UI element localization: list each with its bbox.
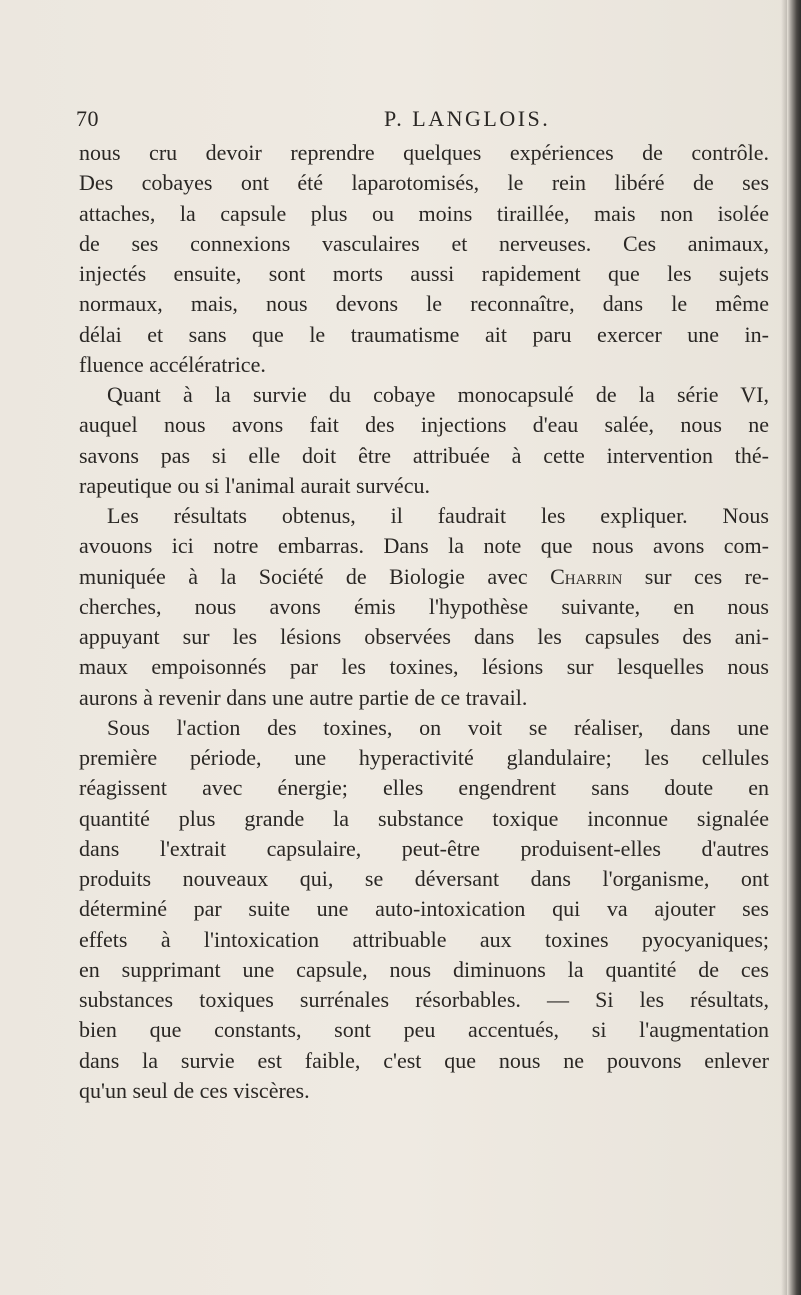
- text-line: savons pas si elle doit être attribuée à cette intervention thé-: [79, 442, 769, 468]
- text-line: déterminé par suite une auto-intoxication qui va ajouter ses: [79, 896, 769, 922]
- text-line: avouons ici notre embarras. Dans la note que nous avons com-: [79, 533, 769, 559]
- text-line: injectés ensuite, sont morts aussi rapidement que les sujets: [79, 261, 769, 286]
- text-line: appuyant sur les lésions observées dans les capsules des ani-: [79, 624, 769, 649]
- text-line: Des cobayes ont été laparotomisés, le rein libéré de ses: [79, 170, 769, 196]
- text-line: nous cru devoir reprendre quelques expériences de contrôle.: [79, 140, 769, 165]
- text-line: en supprimant une capsule, nous diminuons la quantité de ces: [79, 956, 769, 982]
- text-line: cherches, nous avons émis l'hypothèse suivante, en nous: [79, 593, 769, 619]
- body-text: [79, 138, 769, 1106]
- text-line: Les résultats obtenus, il faudrait les expliquer. Nous: [107, 503, 769, 528]
- page-header: [76, 106, 766, 136]
- book-spine-edge: [787, 0, 801, 1295]
- text-line: dans la survie est faible, c'est que nous ne pouvons enlever: [79, 1047, 769, 1073]
- text-line: Quant à la survie du cobaye monocapsulé de la série VI,: [107, 382, 769, 407]
- running-head: P. LANGLOIS.: [384, 106, 551, 131]
- text-line: dans l'extrait capsulaire, peut-être produisent-elles d'autres: [79, 835, 769, 861]
- text-line: attaches, la capsule plus ou moins tiraillée, mais non isolée: [79, 200, 769, 226]
- text-line: de ses connexions vasculaires et nerveuses. Ces animaux,: [79, 230, 769, 256]
- text-line: produits nouveaux qui, se déversant dans l'organisme, ont: [79, 866, 769, 891]
- text-line: bien que constants, sont peu accentués, si l'augmentation: [79, 1017, 769, 1043]
- text-line: maux empoisonnés par les toxines, lésions sur lesquelles nous: [79, 654, 769, 680]
- text-line: normaux, mais, nous devons le reconnaître, dans le même: [79, 291, 769, 317]
- text-line: première période, une hyperactivité glandulaire; les cellules: [79, 745, 769, 770]
- text-line: quantité plus grande la substance toxique inconnue signalée: [79, 805, 769, 831]
- text-line: substances toxiques surrénales résorbables. — Si les résultats,: [79, 987, 769, 1012]
- text-fragment: muniquée à la Société de Biologie avec: [79, 563, 528, 589]
- text-line: fluence accélératrice.: [79, 351, 266, 377]
- text-line: Sous l'action des toxines, on voit se réaliser, dans une: [107, 714, 769, 740]
- text-fragment: sur ces re-: [622, 563, 769, 589]
- author-name: Charrin: [550, 563, 623, 589]
- text-line: effets à l'intoxication attribuable aux toxines pyocyaniques;: [79, 926, 769, 952]
- text-line: réagissent avec énergie; elles engendrent sans doute en: [79, 775, 769, 801]
- text-line: rapeutique ou si l'animal aurait survécu.: [79, 472, 430, 498]
- text-line: auquel nous avons fait des injections d'eau salée, nous ne: [79, 412, 769, 438]
- text-line: aurons à revenir dans une autre partie de ce travail.: [79, 684, 528, 710]
- text-line: délai et sans que le traumatisme ait paru exercer une in-: [79, 321, 769, 347]
- text-line: qu'un seul de ces viscères.: [79, 1077, 310, 1103]
- text-line-with-author: [79, 562, 769, 592]
- page-number: 70: [76, 106, 99, 131]
